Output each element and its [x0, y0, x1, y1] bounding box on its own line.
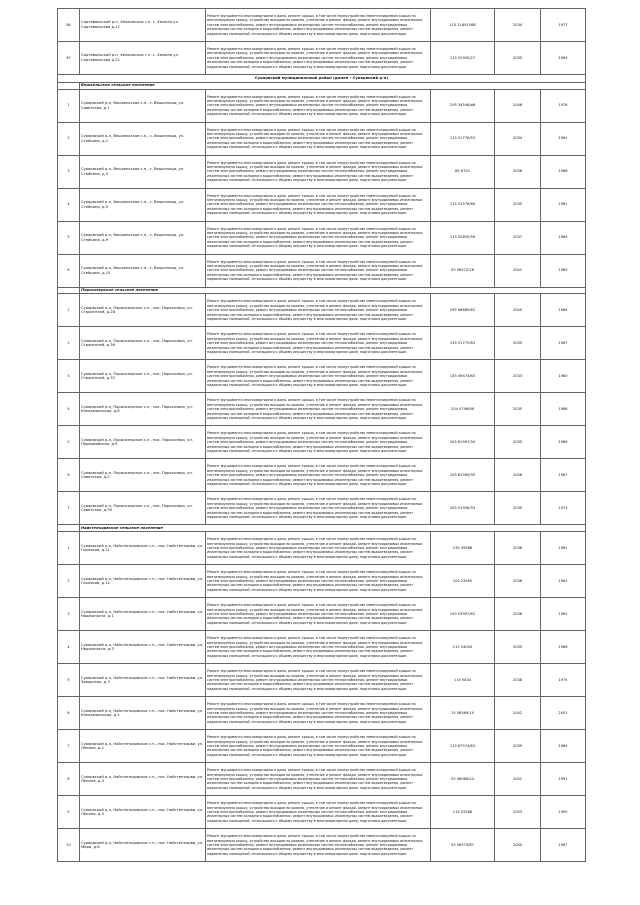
house-code: 115 67574/63: [431, 730, 495, 763]
work-description: Ремонт фундамента многоквартирного дома, ремонт крыши, в том числе переустройство невентилируемой крыши на вентилируемую крышу, устройство выходов на кровлю, утепление и ремонт фасада, ремонт внутридомовых инженерных систем электроснабжения, ремонт внутридомовых инженерных систем теплоснабжения, ремонт внутридомовых инженерных систем холодного водоснабжения, ремонт внутридомовых инженерных систем водоотведения, ремонт подвальных помещений, относящихся к общему имуществу в многоквартирном доме, подготовка документации: [206, 532, 431, 565]
table-row: [58, 730, 586, 763]
table-row: [58, 254, 586, 287]
settlement-title: Поросозерское сельское поселение: [80, 287, 586, 294]
repair-year: 2046: [495, 459, 541, 492]
house-address: Суоярвский р-н, Найстенъярвское с.п., пос. Найстенъярви, ул. Ленина, д.1: [80, 730, 206, 763]
row-number: 1: [58, 89, 80, 122]
repair-year: 2035: [495, 393, 541, 426]
row-number: 5: [58, 426, 80, 459]
work-description: Ремонт фундамента многоквартирного дома, ремонт крыши, в том числе переустройство невентилируемой крыши на вентилируемую крышу, устройство выходов на кровлю, утепление и ремонт фасада, ремонт внутридомовых инженерных систем электроснабжения, ремонт внутридомовых инженерных систем теплоснабжения, ремонт внутридомовых инженерных систем холодного водоснабжения, ремонт внутридомовых инженерных систем водоотведения, ремонт подвальных помещений, относящихся к общему имуществу в многоквартирном доме, подготовка документации: [206, 360, 431, 393]
capital-repair-table: [57, 8, 586, 862]
table-row: [58, 155, 586, 188]
table-row: [58, 360, 586, 393]
work-description: Ремонт фундамента многоквартирного дома, ремонт крыши, в том числе переустройство невентилируемой крыши на вентилируемую крышу, устройство выходов на кровлю, утепление и ремонт фасада, ремонт внутридомовых инженерных систем электроснабжения, ремонт внутридомовых инженерных систем теплоснабжения, ремонт внутридомовых инженерных систем холодного водоснабжения, ремонт внутридомовых инженерных систем водоотведения, ремонт подвальных помещений, относящихся к общему имуществу в многоквартирном доме, подготовка документации: [206, 829, 431, 862]
table-row: [58, 122, 586, 155]
house-address: Суоярвский р-н, Найстенъярвское с.п., пос. Найстенъярви, ул. Надежности, д.1: [80, 598, 206, 631]
repair-year: 2041: [495, 254, 541, 287]
settlement-row: [58, 525, 586, 532]
repair-year: 2040: [495, 294, 541, 327]
work-description: Ремонт фундамента многоквартирного дома, ремонт крыши, в том числе переустройство невентилируемой крыши на вентилируемую крышу, устройство выходов на кровлю, утепление и ремонт фасада, ремонт внутридомовых инженерных систем электроснабжения, ремонт внутридомовых инженерных систем теплоснабжения, ремонт внутридомовых инженерных систем холодного водоснабжения, ремонт внутридомовых инженерных систем водоотведения, ремонт подвальных помещений, относящихся к общему имуществу в многоквартирном доме, подготовка документации: [206, 459, 431, 492]
repair-year: 2038: [495, 565, 541, 598]
repair-year: 2037: [495, 221, 541, 254]
build-year: 1981: [541, 565, 586, 598]
house-address: Суоярвский р-н, Поросозерское с.п., пос. Поросозеро, ул. Строителей, д.32: [80, 360, 206, 393]
settlement-title: Вешкельское сельское поселение: [80, 82, 586, 89]
work-description: Ремонт фундамента многоквартирного дома, ремонт крыши, в том числе переустройство невентилируемой крыши на вентилируемую крышу, устройство выходов на кровлю, утепление и ремонт фасада, ремонт внутридомовых инженерных систем электроснабжения, ремонт внутридомовых инженерных систем теплоснабжения, ремонт внутридомовых инженерных систем холодного водоснабжения, ремонт внутридомовых инженерных систем водоотведения, ремонт подвальных помещений, относящихся к общему имуществу в многоквартирном доме, подготовка документации: [206, 598, 431, 631]
house-code: 295 34546/рб: [431, 89, 495, 122]
house-code: 115 5834: [431, 664, 495, 697]
table-row: [58, 426, 586, 459]
house-code: 295 66689/62: [431, 294, 495, 327]
house-address: Суоярвский р-н, Найстенъярвское с.п., пос. Найстенъярви, ул. Ленина, д.3: [80, 763, 206, 796]
row-number: 4: [58, 631, 80, 664]
house-address: Суоярвский р-н, Найстенъярвское с.п., пос. Найстенъярви, ул. Горняков, д.12: [80, 565, 206, 598]
work-description: Ремонт фундамента многоквартирного дома, ремонт крыши, в том числе переустройство невентилируемой крыши на вентилируемую крышу, устройство выходов на кровлю, утепление и ремонт фасада, ремонт внутридомовых инженерных систем электроснабжения, ремонт внутридомовых инженерных систем теплоснабжения, ремонт внутридомовых инженерных систем холодного водоснабжения, ремонт внутридомовых инженерных систем водоотведения, ремонт подвальных помещений, относящихся к общему имуществу в многоквартирном доме, подготовка документации: [206, 294, 431, 327]
table-row: [58, 565, 586, 598]
row-number: 2: [58, 327, 80, 360]
row-number: 87: [58, 42, 80, 75]
build-year: 1963: [541, 42, 586, 75]
house-code: 115 52568: [431, 796, 495, 829]
row-number: 7: [58, 730, 80, 763]
row-number: 6: [58, 697, 80, 730]
build-year: 1985: [541, 254, 586, 287]
row-number: 1: [58, 294, 80, 327]
table-row: [58, 697, 586, 730]
repair-year: 2033: [495, 360, 541, 393]
house-code: 05 56068/24: [431, 763, 495, 796]
house-code: 205 51956/33: [431, 492, 495, 525]
table-row: [58, 188, 586, 221]
table-row: [58, 393, 586, 426]
settlement-title: Найстенъярвское сельское поселение: [80, 525, 586, 532]
repair-year: 2034: [495, 122, 541, 155]
row-number: 3: [58, 598, 80, 631]
row-number: 3: [58, 155, 80, 188]
work-description: Ремонт фундамента многоквартирного дома, ремонт крыши, в том числе переустройство невентилируемой крыши на вентилируемую крышу, устройство выходов на кровлю, утепление и ремонт фасада, ремонт внутридомовых инженерных систем электроснабжения, ремонт внутридомовых инженерных систем теплоснабжения, ремонт внутридомовых инженерных систем холодного водоснабжения, ремонт внутридомовых инженерных систем водоотведения, ремонт подвальных помещений, относящихся к общему имуществу в многоквартирном доме, подготовка документации: [206, 42, 431, 75]
house-address: Суоярвский р-н, Поросозерское с.п., пос. Поросозеро, ул. Строителей, д.28: [80, 294, 206, 327]
build-year: 1981: [541, 188, 586, 221]
build-year: 1986: [541, 393, 586, 426]
repair-year: 2038: [495, 664, 541, 697]
row-number: 5: [58, 221, 80, 254]
build-year: 1973: [541, 492, 586, 525]
document-page: [57, 8, 585, 862]
work-description: Ремонт фундамента многоквартирного дома, ремонт крыши, в том числе переустройство невентилируемой крыши на вентилируемую крышу, устройство выходов на кровлю, утепление и ремонт фасада, ремонт внутридомовых инженерных систем электроснабжения, ремонт внутридомовых инженерных систем теплоснабжения, ремонт внутридомовых инженерных систем холодного водоснабжения, ремонт внутридомовых инженерных систем водоотведения, ремонт подвальных помещений, относящихся к общему имуществу в многоквартирном доме, подготовка документации: [206, 188, 431, 221]
table-row: [58, 829, 586, 862]
house-address: Суоярвский р-н, Вешкельское с.п., с. Вешкелица, ул. Стейкина, д.15: [80, 254, 206, 287]
work-description: Ремонт фундамента многоквартирного дома, ремонт крыши, в том числе переустройство невентилируемой крыши на вентилируемую крышу, устройство выходов на кровлю, утепление и ремонт фасада, ремонт внутридомовых инженерных систем электроснабжения, ремонт внутридомовых инженерных систем теплоснабжения, ремонт внутридомовых инженерных систем холодного водоснабжения, ремонт внутридомовых инженерных систем водоотведения, ремонт подвальных помещений, относящихся к общему имуществу в многоквартирном доме, подготовка документации: [206, 9, 431, 42]
table-row: [58, 459, 586, 492]
row-number: 10: [58, 829, 80, 862]
build-year: 1984: [541, 294, 586, 327]
house-code: 205 61589/35: [431, 459, 495, 492]
house-address: Суоярвский р-н, Найстенъярвское с.п., пос. Найстенъярви, ул. Ленина, д.5: [80, 796, 206, 829]
repair-year: 2035: [495, 42, 541, 75]
work-description: Ремонт фундамента многоквартирного дома, ремонт крыши, в том числе переустройство невентилируемой крыши на вентилируемую крышу, устройство выходов на кровлю, утепление и ремонт фасада, ремонт внутридомовых инженерных систем электроснабжения, ремонт внутридомовых инженерных систем теплоснабжения, ремонт внутридомовых инженерных систем холодного водоснабжения, ремонт внутридомовых инженерных систем водоотведения, ремонт подвальных помещений, относящихся к общему имуществу в многоквартирном доме, подготовка документации: [206, 664, 431, 697]
house-code: 05 56572/16: [431, 254, 495, 287]
repair-year: 2035: [495, 631, 541, 664]
build-year: 1990: [541, 796, 586, 829]
build-year: 1961: [541, 532, 586, 565]
repair-year: 2038: [495, 598, 541, 631]
row-number: 1: [58, 532, 80, 565]
house-address: Суоярвский р-н, Вешкельское с.п., с. Вешкелица, ул. Стейкина, д.1: [80, 122, 206, 155]
repair-year: 2035: [495, 188, 541, 221]
district-row: [58, 75, 586, 83]
repair-year: 2035: [495, 426, 541, 459]
house-code: 105 23565: [431, 565, 495, 598]
house-address: Сортавальский р-н, Хелюльское г.п. с. Хелюля ул. Сортавальская д.22: [80, 42, 206, 75]
work-description: Ремонт фундамента многоквартирного дома, ремонт крыши, в том числе переустройство невентилируемой крыши на вентилируемую крышу, устройство выходов на кровлю, утепление и ремонт фасада, ремонт внутридомовых инженерных систем электроснабжения, ремонт внутридомовых инженерных систем теплоснабжения, ремонт внутридомовых инженерных систем холодного водоснабжения, ремонт внутридомовых инженерных систем водоотведения, ремонт подвальных помещений, относящихся к общему имуществу в многоквартирном доме, подготовка документации: [206, 221, 431, 254]
work-description: Ремонт фундамента многоквартирного дома, ремонт крыши, в том числе переустройство невентилируемой крыши на вентилируемую крышу, устройство выходов на кровлю, утепление и ремонт фасада, ремонт внутридомовых инженерных систем электроснабжения, ремонт внутридомовых инженерных систем теплоснабжения, ремонт внутридомовых инженерных систем холодного водоснабжения, ремонт внутридомовых инженерных систем водоотведения, ремонт подвальных помещений, относящихся к общему имуществу в многоквартирном доме, подготовка документации: [206, 492, 431, 525]
row-number: 6: [58, 254, 80, 287]
repair-year: 2042: [495, 763, 541, 796]
build-year: 1987: [541, 327, 586, 360]
table-row: [58, 294, 586, 327]
row-number: 7: [58, 492, 80, 525]
work-description: Ремонт фундамента многоквартирного дома, ремонт крыши, в том числе переустройство невентилируемой крыши на вентилируемую крышу, устройство выходов на кровлю, утепление и ремонт фасада, ремонт внутридомовых инженерных систем электроснабжения, ремонт внутридомовых инженерных систем теплоснабжения, ремонт внутридомовых инженерных систем холодного водоснабжения, ремонт внутридомовых инженерных систем водоотведения, ремонт подвальных помещений, относящихся к общему имуществу в многоквартирном доме, подготовка документации: [206, 730, 431, 763]
build-year: 1967: [541, 459, 586, 492]
house-address: Сортавальский р-н, Хелюльское г.п. с. Хелюля ул. Сортавальская д.17: [80, 9, 206, 42]
work-description: Ремонт фундамента многоквартирного дома, ремонт крыши, в том числе переустройство невентилируемой крыши на вентилируемую крышу, устройство выходов на кровлю, утепление и ремонт фасада, ремонт внутридомовых инженерных систем электроснабжения, ремонт внутридомовых инженерных систем теплоснабжения, ремонт внутридомовых инженерных систем холодного водоснабжения, ремонт внутридомовых инженерных систем водоотведения, ремонт подвальных помещений, относящихся к общему имуществу в многоквартирном доме, подготовка документации: [206, 122, 431, 155]
table-row: [58, 327, 586, 360]
house-code: 115 51778/53: [431, 122, 495, 155]
house-code: 115 51576/66: [431, 188, 495, 221]
repair-year: 2040: [495, 829, 541, 862]
table-row: [58, 532, 586, 565]
table-row: [58, 89, 586, 122]
house-code: 115 54045: [431, 631, 495, 664]
house-code: 205 61567/34: [431, 426, 495, 459]
repair-year: 2036: [495, 532, 541, 565]
row-number: 5: [58, 664, 80, 697]
row-number: 86: [58, 9, 80, 42]
house-address: Суоярвский р-н, Вешкельское с.п., с. Вешкелица, ул. Стейкина, д.5: [80, 188, 206, 221]
settlement-spacer: [58, 82, 80, 89]
house-code: 85 6752: [431, 155, 495, 188]
build-year: 1991: [541, 763, 586, 796]
build-year: 1966: [541, 631, 586, 664]
build-year: 1977: [541, 9, 586, 42]
work-description: Ремонт фундамента многоквартирного дома, ремонт крыши, в том числе переустройство невентилируемой крыши на вентилируемую крышу, устройство выходов на кровлю, утепление и ремонт фасада, ремонт внутридомовых инженерных систем электроснабжения, ремонт внутридомовых инженерных систем теплоснабжения, ремонт внутридомовых инженерных систем холодного водоснабжения, ремонт внутридомовых инженерных систем водоотведения, ремонт подвальных помещений, относящихся к общему имуществу в многоквартирном доме, подготовка документации: [206, 763, 431, 796]
table-row: [58, 9, 586, 42]
row-number: 8: [58, 763, 80, 796]
repair-year: 2042: [495, 697, 541, 730]
house-address: Суоярвский р-н, Найстенъярвское с.п., пос. Найстенъярви, ул. Заводская, д.3: [80, 664, 206, 697]
row-number: 4: [58, 393, 80, 426]
work-description: Ремонт фундамента многоквартирного дома, ремонт крыши, в том числе переустройство невентилируемой крыши на вентилируемую крышу, устройство выходов на кровлю, утепление и ремонт фасада, ремонт внутридомовых инженерных систем электроснабжения, ремонт внутридомовых инженерных систем теплоснабжения, ремонт внутридомовых инженерных систем холодного водоснабжения, ремонт внутридомовых инженерных систем водоотведения, ремонт подвальных помещений, относящихся к общему имуществу в многоквартирном доме, подготовка документации: [206, 254, 431, 287]
build-year: 1962: [541, 598, 586, 631]
house-code: 15 56569/19: [431, 697, 495, 730]
build-year: 1987: [541, 829, 586, 862]
district-title: Суоярвский муниципальный район (далее - Суоярвский р-н): [58, 75, 586, 83]
house-address: Суоярвский р-н, Поросозерское с.п., пос. Поросозеро, ул. Советская, д.2: [80, 459, 206, 492]
house-address: Суоярвский р-н, Вешкельское с.п., с. Вешкелица, ул. Стейкина, д.3: [80, 155, 206, 188]
repair-year: 2038: [495, 155, 541, 188]
house-code: 115 52950/27: [431, 42, 495, 75]
house-code: 135 49474/65: [431, 360, 495, 393]
build-year: 1986: [541, 426, 586, 459]
repair-year: 2035: [495, 327, 541, 360]
repair-year: 2039: [495, 492, 541, 525]
house-address: Суоярвский р-н, Поросозерское с.п., пос. Поросозеро, ул. Комсомольская, д.8: [80, 393, 206, 426]
repair-year: 2034: [495, 9, 541, 42]
house-address: Суоярвский р-н, Найстенъярвское с.п., пос. Найстенъярви, ул. Надежности, д.3: [80, 631, 206, 664]
repair-year: 2039: [495, 730, 541, 763]
house-code: 135 49586: [431, 532, 495, 565]
row-number: 2: [58, 565, 80, 598]
house-address: Суоярвский р-н, Найстенъярвское с.п., пос. Найстенъярви, ул. Мира, д.6: [80, 829, 206, 862]
work-description: Ремонт фундамента многоквартирного дома, ремонт крыши, в том числе переустройство невентилируемой крыши на вентилируемую крышу, устройство выходов на кровлю, утепление и ремонт фасада, ремонт внутридомовых инженерных систем электроснабжения, ремонт внутридомовых инженерных систем теплоснабжения, ремонт внутридомовых инженерных систем холодного водоснабжения, ремонт внутридомовых инженерных систем водоотведения, ремонт подвальных помещений, относящихся к общему имуществу в многоквартирном доме, подготовка документации: [206, 393, 431, 426]
house-address: Суоярвский р-н, Найстенъярвское с.п., пос. Найстенъярви, ул. Горняков, д.11: [80, 532, 206, 565]
repair-year: 2053: [495, 796, 541, 829]
build-year: 1984: [541, 221, 586, 254]
table-row: [58, 796, 586, 829]
work-description: Ремонт фундамента многоквартирного дома, ремонт крыши, в том числе переустройство невентилируемой крыши на вентилируемую крышу, устройство выходов на кровлю, утепление и ремонт фасада, ремонт внутридомовых инженерных систем электроснабжения, ремонт внутридомовых инженерных систем теплоснабжения, ремонт внутридомовых инженерных систем холодного водоснабжения, ремонт внутридомовых инженерных систем водоотведения, ремонт подвальных помещений, относящихся к общему имуществу в многоквартирном доме, подготовка документации: [206, 426, 431, 459]
house-code: 135 51775/63: [431, 327, 495, 360]
table-row: [58, 598, 586, 631]
row-number: 9: [58, 796, 80, 829]
repair-year: 2046: [495, 89, 541, 122]
house-code: 204 4796/66: [431, 393, 495, 426]
work-description: Ремонт фундамента многоквартирного дома, ремонт крыши, в том числе переустройство невентилируемой крыши на вентилируемую крышу, устройство выходов на кровлю, утепление и ремонт фасада, ремонт внутридомовых инженерных систем электроснабжения, ремонт внутридомовых инженерных систем теплоснабжения, ремонт внутридомовых инженерных систем холодного водоснабжения, ремонт внутридомовых инженерных систем водоотведения, ремонт подвальных помещений, относящихся к общему имуществу в многоквартирном доме, подготовка документации: [206, 796, 431, 829]
house-address: Суоярвский р-н, Найстенъярвское с.п., пос. Найстенъярви, ул. Комсомольская, д.2: [80, 697, 206, 730]
row-number: 2: [58, 122, 80, 155]
house-address: Суоярвский р-н, Поросозерское с.п., пос. Поросозеро, ул. Первомайская, д.9: [80, 426, 206, 459]
table-row: [58, 664, 586, 697]
build-year: 2001: [541, 697, 586, 730]
house-address: Суоярвский р-н, Вешкельское с.п., с. Вешкелица, ул. Советская, д.1: [80, 89, 206, 122]
build-year: 1980: [541, 360, 586, 393]
table-row: [58, 492, 586, 525]
table-row: [58, 221, 586, 254]
build-year: 1976: [541, 89, 586, 122]
house-code: 115 52650/56: [431, 221, 495, 254]
settlement-row: [58, 287, 586, 294]
house-address: Суоярвский р-н, Поросозерское с.п., пос. Поросозеро, ул. Строителей, д.36: [80, 327, 206, 360]
house-code: 155 53997/62: [431, 598, 495, 631]
table-row: [58, 42, 586, 75]
build-year: 1984: [541, 730, 586, 763]
build-year: 1961: [541, 122, 586, 155]
work-description: Ремонт фундамента многоквартирного дома, ремонт крыши, в том числе переустройство невентилируемой крыши на вентилируемую крышу, устройство выходов на кровлю, утепление и ремонт фасада, ремонт внутридомовых инженерных систем электроснабжения, ремонт внутридомовых инженерных систем теплоснабжения, ремонт внутридомовых инженерных систем холодного водоснабжения, ремонт внутридомовых инженерных систем водоотведения, ремонт подвальных помещений, относящихся к общему имуществу в многоквартирном доме, подготовка документации: [206, 327, 431, 360]
build-year: 1975: [541, 664, 586, 697]
house-address: Суоярвский р-н, Поросозерское с.п., пос. Поросозеро, ул. Советская, д.30: [80, 492, 206, 525]
build-year: 1986: [541, 155, 586, 188]
work-description: Ремонт фундамента многоквартирного дома, ремонт крыши, в том числе переустройство невентилируемой крыши на вентилируемую крышу, устройство выходов на кровлю, утепление и ремонт фасада, ремонт внутридомовых инженерных систем электроснабжения, ремонт внутридомовых инженерных систем теплоснабжения, ремонт внутридомовых инженерных систем холодного водоснабжения, ремонт внутридомовых инженерных систем водоотведения, ремонт подвальных помещений, относящихся к общему имуществу в многоквартирном доме, подготовка документации: [206, 565, 431, 598]
work-description: Ремонт фундамента многоквартирного дома, ремонт крыши, в том числе переустройство невентилируемой крыши на вентилируемую крышу, устройство выходов на кровлю, утепление и ремонт фасада, ремонт внутридомовых инженерных систем электроснабжения, ремонт внутридомовых инженерных систем теплоснабжения, ремонт внутридомовых инженерных систем холодного водоснабжения, ремонт внутридомовых инженерных систем водоотведения, ремонт подвальных помещений, относящихся к общему имуществу в многоквартирном доме, подготовка документации: [206, 631, 431, 664]
row-number: 4: [58, 188, 80, 221]
row-number: 6: [58, 459, 80, 492]
table-row: [58, 631, 586, 664]
table-row: [58, 763, 586, 796]
row-number: 3: [58, 360, 80, 393]
settlement-spacer: [58, 287, 80, 294]
settlement-row: [58, 82, 586, 89]
work-description: Ремонт фундамента многоквартирного дома, ремонт крыши, в том числе переустройство невентилируемой крыши на вентилируемую крышу, устройство выходов на кровлю, утепление и ремонт фасада, ремонт внутридомовых инженерных систем электроснабжения, ремонт внутридомовых инженерных систем теплоснабжения, ремонт внутридомовых инженерных систем холодного водоснабжения, ремонт внутридомовых инженерных систем водоотведения, ремонт подвальных помещений, относящихся к общему имуществу в многоквартирном доме, подготовка документации: [206, 89, 431, 122]
work-description: Ремонт фундамента многоквартирного дома, ремонт крыши, в том числе переустройство невентилируемой крыши на вентилируемую крышу, устройство выходов на кровлю, утепление и ремонт фасада, ремонт внутридомовых инженерных систем электроснабжения, ремонт внутридомовых инженерных систем теплоснабжения, ремонт внутридомовых инженерных систем холодного водоснабжения, ремонт внутридомовых инженерных систем водоотведения, ремонт подвальных помещений, относящихся к общему имуществу в многоквартирном доме, подготовка документации: [206, 155, 431, 188]
house-code: 05 56573/87: [431, 829, 495, 862]
table-body: [58, 9, 586, 862]
house-address: Суоярвский р-н, Вешкельское с.п., с. Вешкелица, ул. Стейкина, д.9: [80, 221, 206, 254]
settlement-spacer: [58, 525, 80, 532]
house-code: 115 21691588: [431, 9, 495, 42]
work-description: Ремонт фундамента многоквартирного дома, ремонт крыши, в том числе переустройство невентилируемой крыши на вентилируемую крышу, устройство выходов на кровлю, утепление и ремонт фасада, ремонт внутридомовых инженерных систем электроснабжения, ремонт внутридомовых инженерных систем теплоснабжения, ремонт внутридомовых инженерных систем холодного водоснабжения, ремонт внутридомовых инженерных систем водоотведения, ремонт подвальных помещений, относящихся к общему имуществу в многоквартирном доме, подготовка документации: [206, 697, 431, 730]
